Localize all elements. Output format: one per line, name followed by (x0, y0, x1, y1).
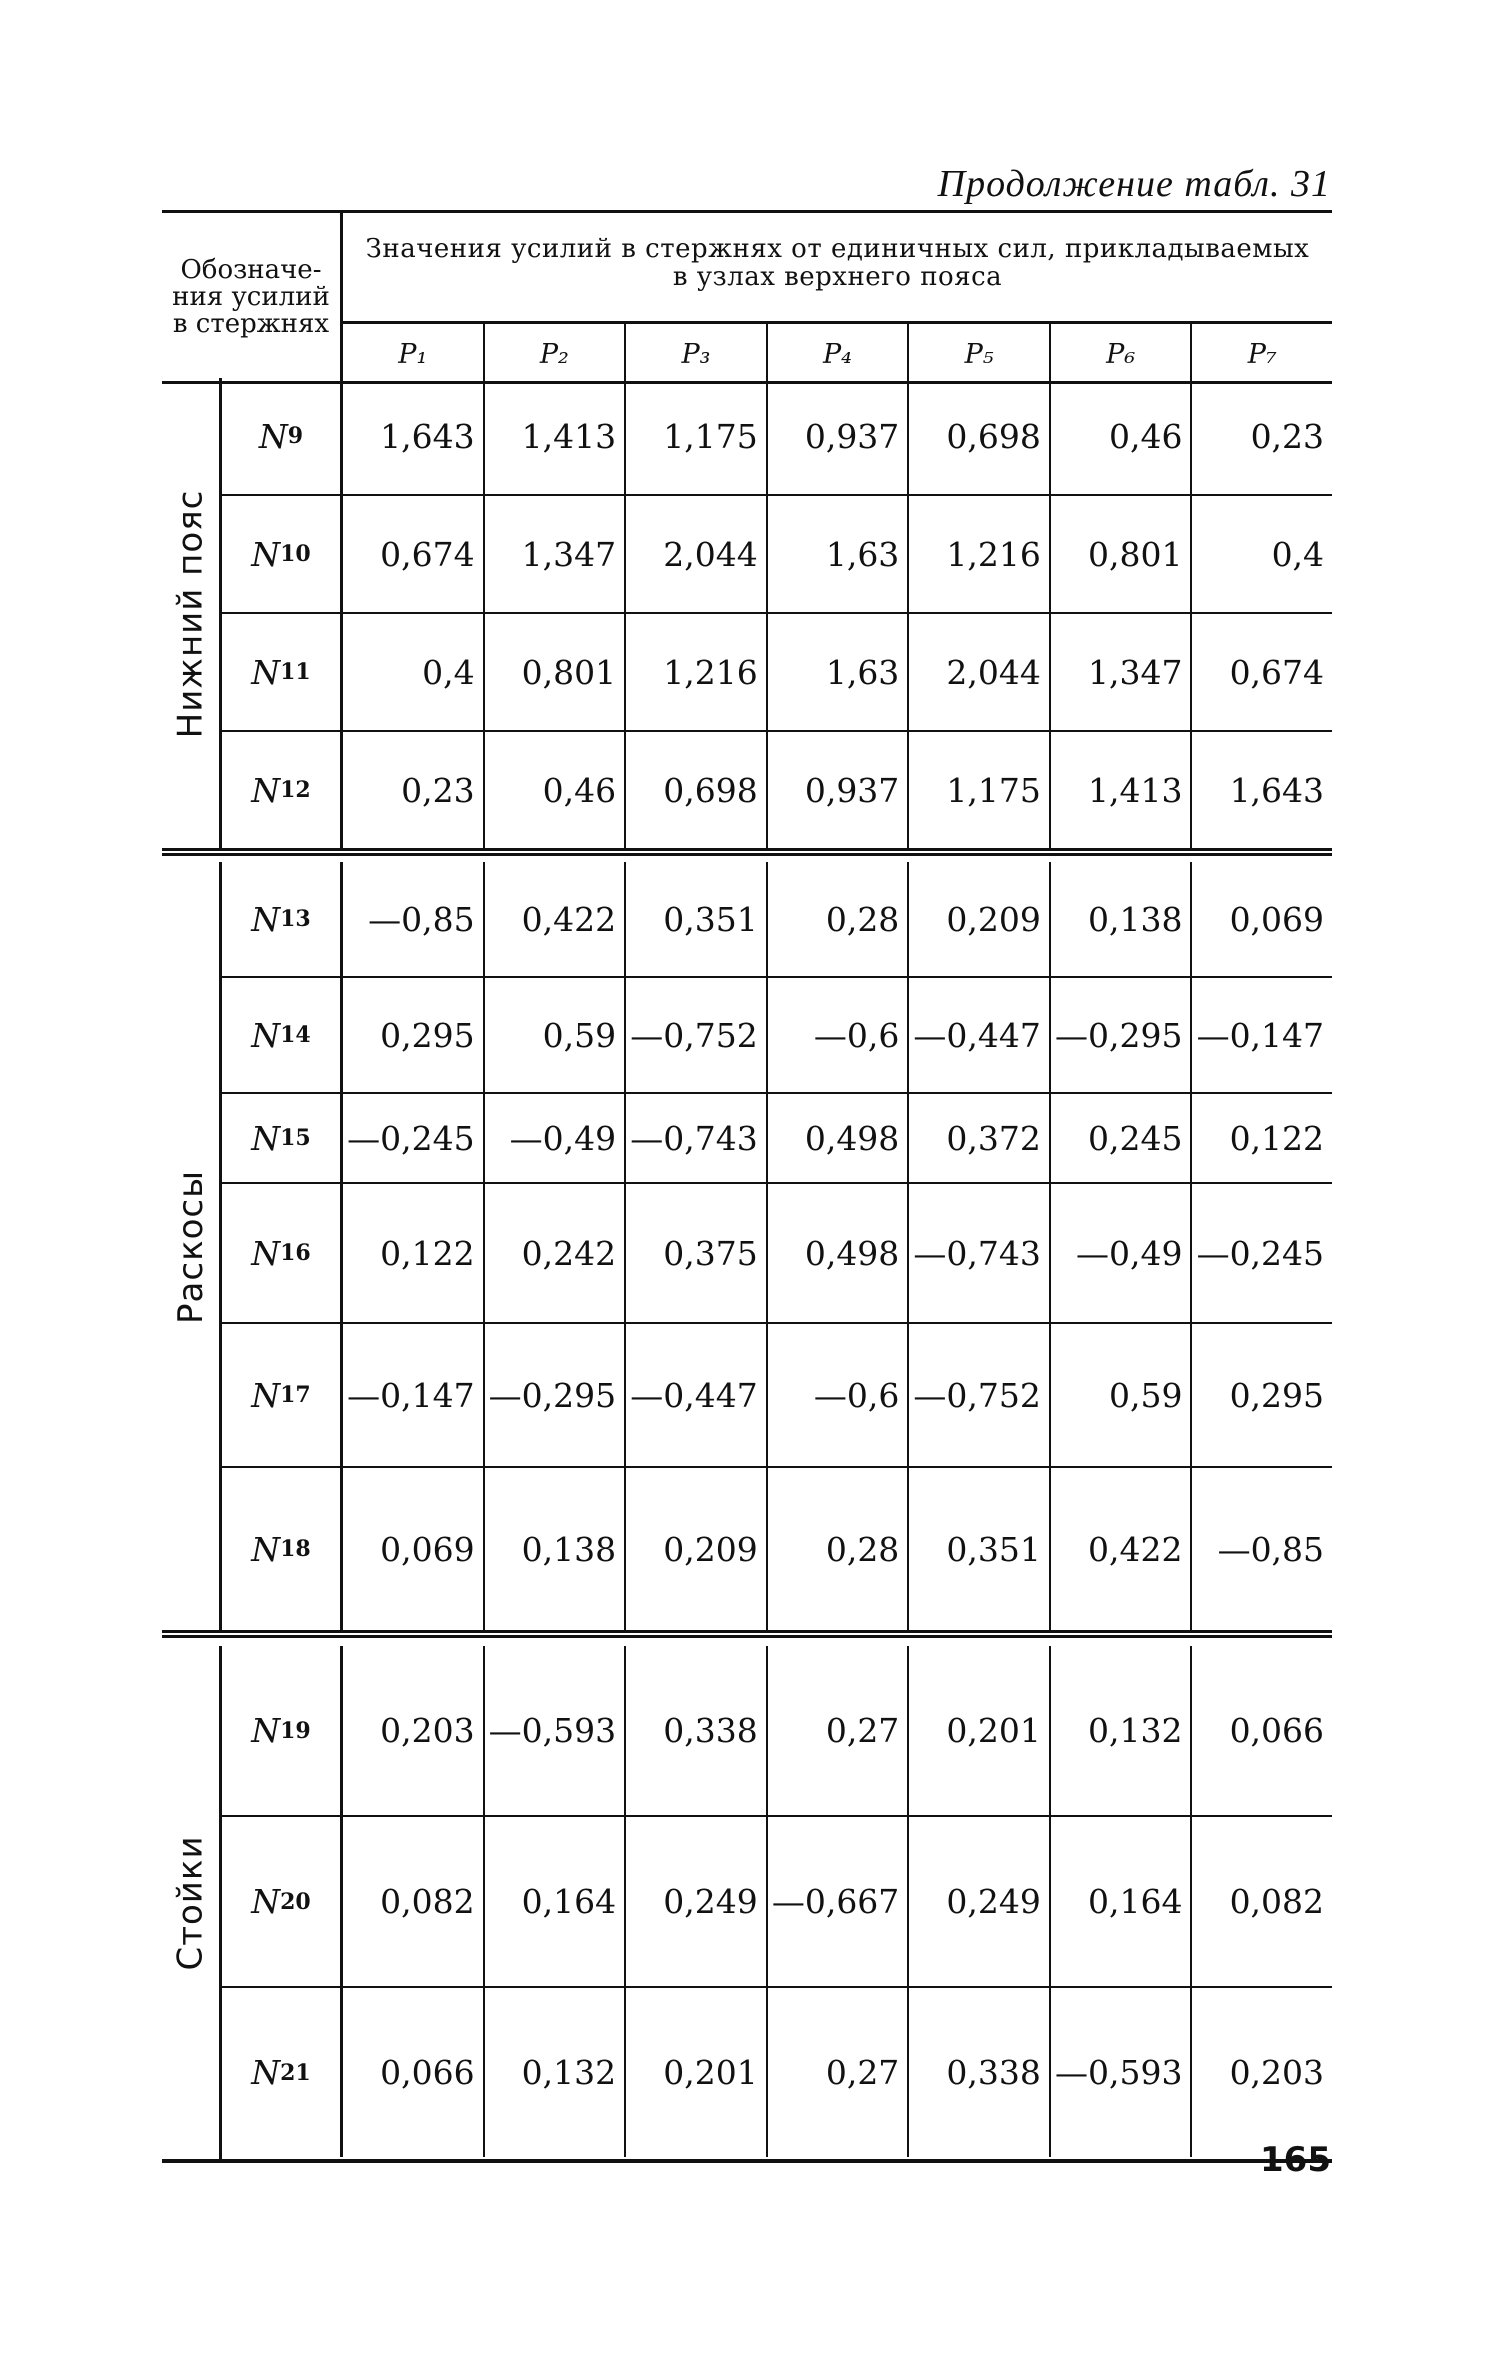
table-row (222, 496, 1332, 614)
designation-index: 15 (280, 1125, 311, 1151)
table-cell: 0,138 (483, 1468, 625, 1630)
row-designation (222, 1184, 343, 1322)
table-cell: 1,63 (766, 614, 908, 730)
table-row (222, 978, 1332, 1094)
designation-index: 14 (280, 1022, 311, 1048)
table-cell: 0,46 (1049, 378, 1191, 494)
row-designation (222, 862, 343, 976)
table-cell: 1,175 (624, 378, 766, 494)
table-header (162, 210, 1332, 384)
designation-symbol: N (251, 1118, 281, 1158)
group-label (162, 378, 222, 850)
page-number: 165 (1260, 2140, 1331, 2180)
table-cell: 0,23 (1190, 378, 1332, 494)
table-cell: 1,216 (907, 496, 1049, 612)
table-cell: 0,338 (907, 1988, 1049, 2157)
column-header: P₆ (1049, 324, 1191, 384)
header-columns (343, 321, 1332, 384)
row-designation (222, 1817, 343, 1986)
table-cell: 0,698 (624, 732, 766, 848)
designation-symbol: N (251, 1375, 281, 1415)
group-label-text: Нижний пояс (170, 489, 211, 739)
table-cell: 1,413 (483, 378, 625, 494)
table-caption: Продолжение табл. 31 (937, 163, 1331, 205)
table-cell: 0,066 (380, 2053, 475, 2092)
table-cell: 0,242 (483, 1184, 625, 1322)
table-cell: 0,59 (483, 978, 625, 1092)
designation-symbol: N (258, 416, 288, 456)
header-values-title: Значения усилий в стержнях от единичных сил, прикладываемых в узлах верхнего пояса (365, 234, 1310, 292)
table-row (222, 862, 1332, 978)
row-designation (222, 378, 343, 494)
row-designation (222, 1094, 343, 1182)
table-row (222, 1817, 1332, 1988)
table-cell: 0,27 (766, 1988, 908, 2157)
table-row (222, 1094, 1332, 1184)
row-designation (222, 614, 343, 730)
table-cell: 0,937 (766, 732, 908, 848)
table-row (222, 1324, 1332, 1468)
table-cell: 1,347 (483, 496, 625, 612)
group-separator (162, 848, 1332, 856)
table-cell: —0,447 (624, 1324, 766, 1466)
table-cell: —0,752 (624, 978, 766, 1092)
group-label (162, 862, 222, 1632)
table-cell: —0,593 (1049, 1988, 1191, 2157)
table-cell: 0,674 (380, 534, 475, 574)
table-cell: 0,138 (1049, 862, 1191, 976)
table-cell: —0,752 (907, 1324, 1049, 1466)
table-cell: 0,422 (483, 862, 625, 976)
designation-index: 16 (280, 1240, 311, 1266)
designation-symbol: N (251, 1529, 281, 1569)
table-cell: 0,46 (483, 732, 625, 848)
table-cell: 0,372 (907, 1094, 1049, 1182)
table-cell: 0,422 (1049, 1468, 1191, 1630)
table-cell: —0,147 (1190, 978, 1332, 1092)
table-cell: 0,27 (766, 1646, 908, 1815)
designation-symbol: N (251, 652, 281, 692)
row-designation (222, 978, 343, 1092)
table-cell: 0,066 (1190, 1646, 1332, 1815)
table-cell: 0,201 (907, 1646, 1049, 1815)
designation-index: 19 (280, 1717, 311, 1744)
table-cell: —0,245 (347, 1118, 475, 1158)
row-designation (222, 496, 343, 612)
designation-index: 10 (280, 541, 311, 567)
table-cell: 0,498 (766, 1094, 908, 1182)
table-cell: 0,375 (624, 1184, 766, 1322)
table-cell: 0,203 (380, 1711, 475, 1750)
column-header: P₄ (766, 324, 908, 384)
header-designation: Обозначе- ния усилий в стержнях (162, 213, 343, 381)
designation-index: 17 (280, 1382, 311, 1408)
table-cell: 0,201 (624, 1988, 766, 2157)
row-designation (222, 1468, 343, 1630)
table-cell: 1,216 (624, 614, 766, 730)
table-cell: 1,643 (1190, 732, 1332, 848)
table-cell: —0,447 (907, 978, 1049, 1092)
table-cell: 0,069 (380, 1529, 475, 1569)
designation-index: 18 (280, 1536, 311, 1562)
row-designation (222, 732, 343, 848)
table-cell: 0,069 (1190, 862, 1332, 976)
table-cell: 0,937 (766, 378, 908, 494)
table-cell: 0,801 (1049, 496, 1191, 612)
table-cell: —0,593 (483, 1646, 625, 1815)
table-cell: 0,164 (1049, 1817, 1191, 1986)
table-cell: 0,59 (1049, 1324, 1191, 1466)
table-cell: 0,28 (766, 1468, 908, 1630)
group-label-text: Раскосы (170, 1170, 211, 1324)
designation-index: 13 (280, 906, 311, 932)
table-cell: 1,413 (1049, 732, 1191, 848)
table-cell: —0,667 (766, 1817, 908, 1986)
table-cell: 0,4 (1190, 496, 1332, 612)
table-row (222, 1468, 1332, 1630)
table-cell: —0,147 (347, 1375, 475, 1415)
designation-symbol: N (251, 899, 281, 939)
table-cell: 0,801 (483, 614, 625, 730)
table-cell: 0,338 (624, 1646, 766, 1815)
group-separator (162, 1630, 1332, 1638)
designation-index: 20 (280, 1888, 311, 1915)
table-cell: 0,203 (1190, 1988, 1332, 2157)
table-cell: 0,295 (380, 1015, 475, 1055)
table-cell: 1,175 (907, 732, 1049, 848)
table-cell: 0,698 (907, 378, 1049, 494)
table-cell: 0,082 (380, 1882, 475, 1921)
column-header: P₇ (1190, 324, 1332, 384)
table-cell: 0,4 (422, 652, 475, 692)
table-cell: 1,63 (766, 496, 908, 612)
row-designation (222, 1324, 343, 1466)
table-cell: 0,498 (766, 1184, 908, 1322)
table-cell: 0,249 (907, 1817, 1049, 1986)
table-row (222, 614, 1332, 732)
table-cell: —0,85 (368, 899, 475, 939)
designation-symbol: N (251, 770, 281, 810)
table-row (222, 1184, 1332, 1324)
row-designation (222, 1988, 343, 2157)
table-cell: —0,295 (483, 1324, 625, 1466)
table-cell: 0,209 (907, 862, 1049, 976)
table-cell: —0,743 (907, 1184, 1049, 1322)
row-group (162, 862, 1332, 1632)
designation-symbol: N (251, 1233, 281, 1273)
table-cell: 0,122 (380, 1233, 475, 1273)
group-label-text: Стойки (170, 1834, 211, 1971)
table-cell: 0,245 (1049, 1094, 1191, 1182)
table-bottom-rule (162, 2159, 1332, 2163)
table-cell: 0,295 (1190, 1324, 1332, 1466)
designation-index: 11 (280, 659, 311, 685)
column-header: P₁ (398, 338, 428, 370)
table-cell: 0,351 (907, 1468, 1049, 1630)
designation-index: 12 (280, 777, 311, 803)
table-cell: 0,674 (1190, 614, 1332, 730)
table-row (222, 378, 1332, 496)
table-cell: 2,044 (907, 614, 1049, 730)
table-cell: 0,28 (766, 862, 908, 976)
table-cell: 1,643 (380, 416, 475, 456)
table-row (222, 1646, 1332, 1817)
column-header: P₂ (483, 324, 625, 384)
table-cell: —0,49 (483, 1094, 625, 1182)
table-cell: 1,347 (1049, 614, 1191, 730)
table-cell: —0,6 (766, 1324, 908, 1466)
table-cell: 0,249 (624, 1817, 766, 1986)
designation-symbol: N (251, 1711, 281, 1750)
table-cell: 0,132 (483, 1988, 625, 2157)
row-designation (222, 1646, 343, 1815)
table-cell: —0,49 (1049, 1184, 1191, 1322)
designation-symbol: N (251, 534, 281, 574)
designation-symbol: N (251, 2053, 281, 2092)
table-row (222, 732, 1332, 848)
table-cell: 0,132 (1049, 1646, 1191, 1815)
table-cell: 0,082 (1190, 1817, 1332, 1986)
row-group (162, 378, 1332, 850)
column-header: P₃ (624, 324, 766, 384)
table-cell: —0,743 (624, 1094, 766, 1182)
table-cell: —0,6 (766, 978, 908, 1092)
table-cell: 0,351 (624, 862, 766, 976)
table-cell: —0,295 (1049, 978, 1191, 1092)
table-cell: 0,164 (483, 1817, 625, 1986)
row-group (162, 1646, 1332, 2159)
designation-symbol: N (251, 1882, 281, 1921)
column-header: P₅ (907, 324, 1049, 384)
table-row (222, 1988, 1332, 2157)
group-label (162, 1646, 222, 2159)
table-cell: 0,23 (401, 770, 475, 810)
table-cell: 0,122 (1190, 1094, 1332, 1182)
table-cell: 2,044 (624, 496, 766, 612)
table-cell: —0,245 (1190, 1184, 1332, 1322)
designation-symbol: N (251, 1015, 281, 1055)
designation-index: 9 (287, 423, 304, 449)
table-cell: 0,209 (624, 1468, 766, 1630)
designation-index: 21 (280, 2059, 311, 2086)
table-cell: —0,85 (1190, 1468, 1332, 1630)
